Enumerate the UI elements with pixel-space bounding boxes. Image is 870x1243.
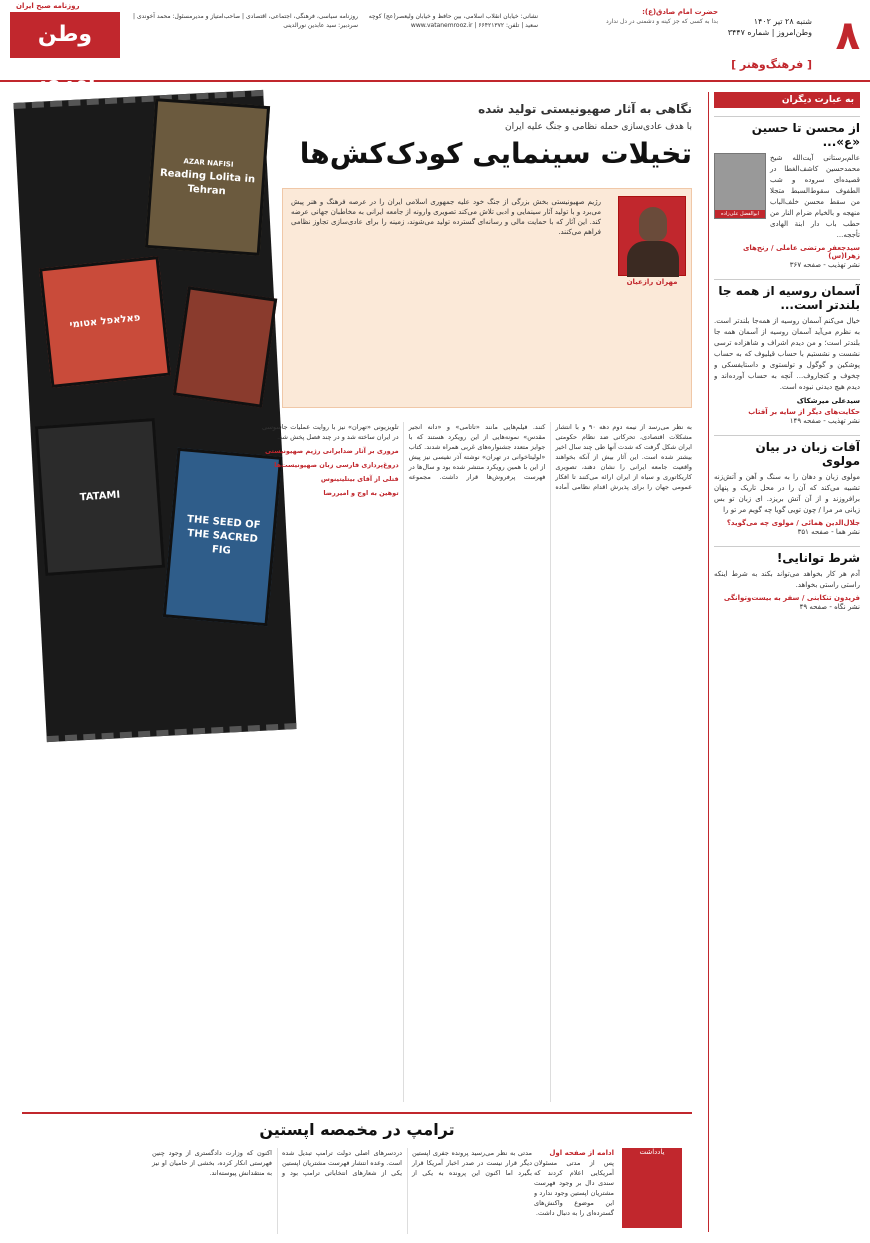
bottom-story-text: مدتی به نظر می‌رسید پرونده جفری اپستین دیگر قرار نیست در صدر اخبار آمریکا قرار بگیرد اما اکنون این پرونده به یکی از دردسرهای اصلی دولت ترامپ تبدیل شده است. وعده انتشار فهرست مشتریان اپستین یکی از شعارهای انتخاباتی ترامپ بود و اکنون که وزارت دادگستری از وجود چنین فهرستی انکار کرده، بخشی از حامیان او نیز به منتقدانش پیوسته‌اند. — [152, 1149, 532, 1177]
avatar-face — [639, 207, 667, 241]
issue-line: وطن‌امروز | شماره ۳۴۴۷ — [727, 28, 812, 37]
logo-text: وطن امروز — [34, 22, 96, 93]
newspaper-logo — [10, 2, 120, 93]
publication-info: روزنامه سیاسی، فرهنگی، اجتماعی، اقتصادی | صاحب‌امتیاز و مدیرمسئول: محمد آخوندی | سردبیر: سید عابدین نورالدینی — [133, 13, 358, 29]
poster-hebrew-film — [39, 256, 171, 388]
sidebar-story1-text: عالم‌برستانی آیت‌الله شیخ محمدحسین کاشف‌الغطا در قصیده‌ای سروده و شب الطفوف سقوط‌السبط متجلا من سقط محسن خلف‌الباب منهجه و بالخیام ضرام النار من حطب باب دار ابنة الهادی تأججه... — [770, 154, 860, 239]
sidebar-story3-title: آفات زبان در بیان مولوی — [714, 435, 860, 468]
sidebar-story2-book: حکایت‌های دیگر از سایه بر آفتاب — [748, 408, 860, 416]
main-article — [10, 92, 704, 1232]
bottom-story-title: ترامپ در مخمصه اپستین — [259, 1120, 455, 1139]
avatar-body — [627, 241, 679, 277]
hadith-text: بدا به کسی که جز کینه و دشمنی در دل ندارد — [606, 18, 718, 25]
sidebar-story1-author: سیدجعفر مرتضی عاملی / رنج‌های زهرا(س) — [742, 244, 860, 260]
sidebar-story1-title: از محسن تا حسین «ع»... — [714, 116, 860, 149]
article-body — [262, 422, 692, 1102]
author-avatar — [618, 196, 686, 276]
poster-title: Reading Lolita in Tehran — [159, 167, 256, 198]
article-kicker-sub: با هدف عادی‌سازی حمله نظامی و جنگ علیه ایران — [505, 122, 692, 132]
sidebar-banner: به عبارت دیگران — [714, 92, 860, 108]
article-kicker: نگاهی به آثار صهیونیستی تولید شده — [478, 102, 692, 116]
poster-author: AZAR NAFISI — [183, 157, 234, 169]
bottom-story-side — [534, 1148, 614, 1234]
article-subheading: مروری بر آثار ضدایرانی رژیم صهیونیستی — [264, 447, 399, 455]
date-line: شنبه ۲۸ تیر ۱۴۰۲ — [753, 17, 812, 26]
date-box — [692, 16, 812, 38]
sidebar-story2-author: سیدعلی میرشکاک — [796, 397, 860, 405]
sidebar-story4-text: آدم هر کار بخواهد می‌تواند بکند به شرط اینکه راستی راستی بخواهد. — [714, 570, 860, 589]
poster-woman-hijab — [173, 286, 277, 407]
bottom-side-text: پس از مدتی مسئولان آمریکایی اعلام کردند که سندی دال بر وجود فهرست مشتریان اپستین وجود ندارد و این موضوع واکنش‌های گسترده‌ای را به دنبال داشت. — [534, 1159, 614, 1217]
column-divider — [708, 92, 709, 1232]
sidebar-story4-title: شرط توانایی! — [714, 546, 860, 565]
sidebar-story3-author: جلال‌الدین همائی / مولوی چه می‌گوید؟ — [726, 519, 860, 527]
poster-title: TATAMI — [79, 489, 121, 504]
poster-title: THE SEED OF THE SACRED FIG — [186, 513, 261, 557]
publication-address: نشانی: خیابان انقلاب اسلامی، بین حافظ و خیابان ولیعصر(عج) کوچه سعید | تلفن: ۶۶۴۲۱۳۷۲ | www.vatanemrooz.ir — [368, 13, 538, 29]
sidebar-story3-source: نشر هما - صفحه ۳۵۱ — [797, 528, 860, 536]
author-name: مهران رازعیان — [626, 278, 678, 286]
article-subheading: توهین به اوج و امیررضا — [323, 489, 399, 497]
author-photo-label: ابوالفضل علی‌زاده — [715, 210, 765, 218]
film-posters-collage — [30, 92, 280, 752]
article-lead: رژیم صهیونیستی بخش بزرگی از جنگ خود علیه جمهوری اسلامی ایران را در عرصه فرهنگ و هنر پیش می‌برد و با تولید آثار سینمایی و ادبی تلاش می‌کند تصویری وارونه از جامعه ایرانی به مخاطبان جهانی عرضه کند. این آثار که با حمایت مالی و رسانه‌ای گسترده تولید می‌شوند، زمینه را برای عادی‌سازی تجاوز نظامی فراهم می‌کنند. — [282, 188, 692, 408]
note-label: یادداشت — [639, 1148, 665, 1156]
sidebar-story4-source: نشر نگاه - صفحه ۴۹ — [799, 603, 860, 611]
poster-tatami — [35, 418, 165, 576]
bottom-story — [22, 1112, 692, 1232]
bottom-side-title: ادامه از صفحه اول — [549, 1149, 614, 1157]
sidebar-story3-text: مولوی زبان و دهان را به سنگ و آهن و آتش‌زنه تشبیه می‌کند که آن را در محل تاریک و پنهان برافروزند و از آن آتش بریزد. ای زبان تو بس زیانی مر مرا / چون تویی گویا چه گویم مر تو را — [714, 473, 860, 514]
logo-tagline: روزنامه صبح ایران — [16, 2, 80, 10]
poster-reading-lolita — [145, 98, 270, 256]
sidebar-story2-title: آسمان روسیه از همه جا بلندتر است... — [714, 279, 860, 312]
section-name: [ فرهنگ‌وهنر ] — [731, 58, 812, 71]
sidebar-story1-source: نشر تهذیب - صفحه ۳۶۷ — [789, 261, 860, 269]
sidebar-story4-author: فریدون تنکابنی / سفر به بیست‌وتوانگی — [723, 594, 860, 602]
sidebar — [714, 92, 860, 1232]
sidebar-story2-text: خیال می‌کنم آسمان روسیه از همه‌جا بلندتر است. به نظرم می‌آید آسمان روسیه از آسمان همه جا بلندتر است؛ و من دیدم اشراف و شاهزاده ترسی نشست و نشستیم با حساب قیلیوف که به حساب پوشکین و گوگول و تولستوی و داستایفسکی و چخوف و کنجاروف... آنچه به حساب آورده‌اند و دیدم هیچ دیدنی نبوده است. — [714, 317, 860, 391]
hadith-title: حضرت امام صادق(ع): — [642, 8, 718, 16]
article-subheading: دروغ‌پردازی فارسی زبان صهیونیست‌ها — [274, 461, 399, 469]
author-photo — [714, 153, 766, 219]
article-subheading: قتلی از آقای بیتلیتینوس — [320, 475, 399, 483]
note-icon — [622, 1148, 682, 1228]
sidebar-story2-source: نشر تهذیب - صفحه ۱۴۹ — [789, 417, 860, 425]
article-body-text: به نظر می‌رسد از نیمه دوم دهه ۹۰ و با انتشار مشکلات اقتصادی، تحرکاتی ضد نظام حکومتی ایران شکل گرفت که شدت آنها طی چند سال اخیر بیشتر شده است. این آثار بیش از آنکه بخواهند واقعیت جامعه ایرانی را نشان دهند، تصویری کاریکاتوری و سیاه از ایران ارائه می‌کنند تا افکار عمومی جهان را برای پذیرش اقدام نظامی آماده کنند. فیلم‌هایی مانند «تاتامی» و «دانه انجیر مقدس» نمونه‌هایی از این رویکرد هستند که با جوایز متعدد جشنواره‌های غربی همراه شدند. کتاب «لولیتاخوانی در تهران» نوشته آذر نفیسی نیز پیش از این با همین رویکرد منتشر شده بود و سال‌ها در فهرست پرفروش‌ها قرار داشت. مجموعه تلویزیونی «تهران» نیز با روایت عملیات جاسوسی در ایران ساخته شد و در چند فصل پخش شد. — [262, 423, 692, 491]
article-headline: تخیلات سینمایی کودک‌کش‌ها — [299, 137, 692, 170]
masthead — [0, 0, 870, 93]
page-number: ۸ — [835, 13, 860, 59]
poster-title: פאלאפל אטומי — [69, 312, 141, 331]
